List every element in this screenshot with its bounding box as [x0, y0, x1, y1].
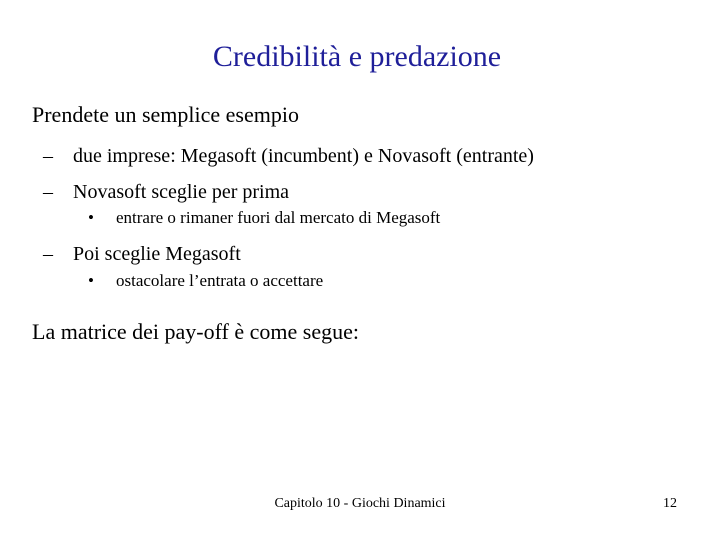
intro-text: Prendete un semplice esempio [32, 102, 299, 127]
page-number: 12 [663, 496, 677, 511]
bullet-marker: • [88, 271, 94, 290]
closing-text: La matrice dei pay-off è come segue: [32, 319, 359, 344]
slide-title: Credibilità e predazione [212, 40, 502, 73]
footer-caption: Capitolo 10 - Giochi Dinamici [274, 496, 446, 511]
sub-item-2: entrare o rimaner fuori dal mercato di Megasoft [116, 208, 441, 227]
list-item-1: due imprese: Megasoft (incumbent) e Novasoft (entrante) [73, 145, 534, 167]
sub-item-3: ostacolare l’entrata o accettare [116, 271, 324, 290]
dash-marker: – [43, 181, 53, 203]
list-item-2: Novasoft sceglie per prima [73, 181, 290, 203]
dash-marker: – [43, 145, 53, 167]
dash-marker: – [43, 243, 53, 265]
list-item-3: Poi sceglie Megasoft [73, 243, 241, 265]
bullet-marker: • [88, 208, 94, 227]
